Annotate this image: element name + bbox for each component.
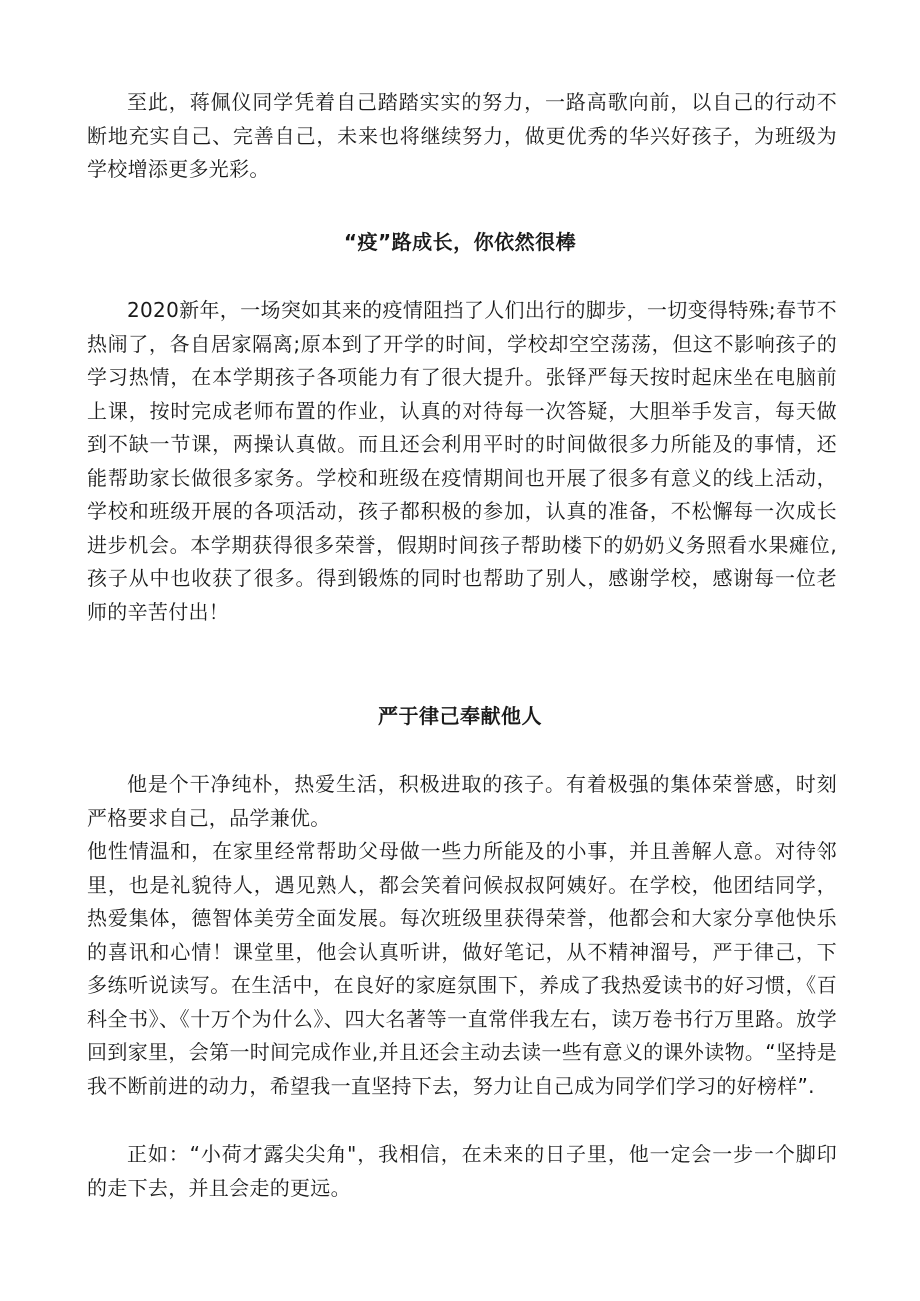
paragraph-intro-self-discipline: 他是个干净纯朴，热爱生活，积极进取的孩子。有着极强的集体荣誉感，时刻严格要求自己，品学兼优。 [87,772,837,830]
paragraph-conclusion: 正如：“小荷才露尖尖角"，我相信，在未来的日子里，他一定会一步一个脚印的走下去，并且会走的更远。 [87,1142,837,1200]
paragraph-character-description: 他性情温和，在家里经常帮助父母做一些力所能及的小事，并且善解人意。对待邻里，也是礼貌待人，遇见熟人，都会笑着问候叔叔阿姨好。在学校，他团结同学，热爱集体，德智体美劳全面发展。每次班级里获得荣誉，他都会和大家分享他快乐的喜讯和心情！课堂里，他会认真听讲，做好笔记，从不精神溜号，严于律己，下多练听说读写。在生活中，在良好的家庭氛围下，养成了我热爱读书的好习惯，《百科全书》、《十万个为什么》、四大名著等一直常伴我左右，读万卷书行万里路。放学回到家里，会第一时间完成作业,并且还会主动去读一些有意义的课外读物。“坚持是我不断前进的动力，希望我一直坚持下去，努力让自己成为同学们学习的好榜样”. [87,839,837,1098]
closing-paragraph-previous-section: 至此，蒋佩仪同学凭着自己踏踏实实的努力，一路高歌向前，以自己的行动不断地充实自己、完善自己，未来也将继续努力，做更优秀的华兴好孩子，为班级为学校增添更多光彩。 [87,90,837,181]
paragraph-epidemic-growth: 2020新年，一场突如其来的疫情阻挡了人们出行的脚步，一切变得特殊;春节不热闹了，各自居家隔离;原本到了开学的时间，学校却空空荡荡，但这不影响孩子的学习热情，在本学期孩子各项能力有了很大提升。张铎严每天按时起床坐在电脑前上课，按时完成老师布置的作业，认真的对待每一次答疑，大胆举手发言，每天做到不缺一节课，两操认真做。而且还会利用平时的时间做很多力所能及的事情，还能帮助家长做很多家务。学校和班级在疫情期间也开展了很多有意义的线上活动，学校和班级开展的各项活动，孩子都积极的参加，认真的准备，不松懈每一次成长进步机会。本学期获得很多荣誉，假期时间孩子帮助楼下的奶奶义务照看水果瘫位,孩子从中也收获了很多。得到锻炼的同时也帮助了别人，感谢学校，感谢每一位老师的辛苦付出！ [87,298,837,624]
section-title-epidemic-growth: “疫”路成长，你依然很棒 [343,230,577,254]
section-title-self-discipline: 严于律己奉献他人 [378,704,542,728]
